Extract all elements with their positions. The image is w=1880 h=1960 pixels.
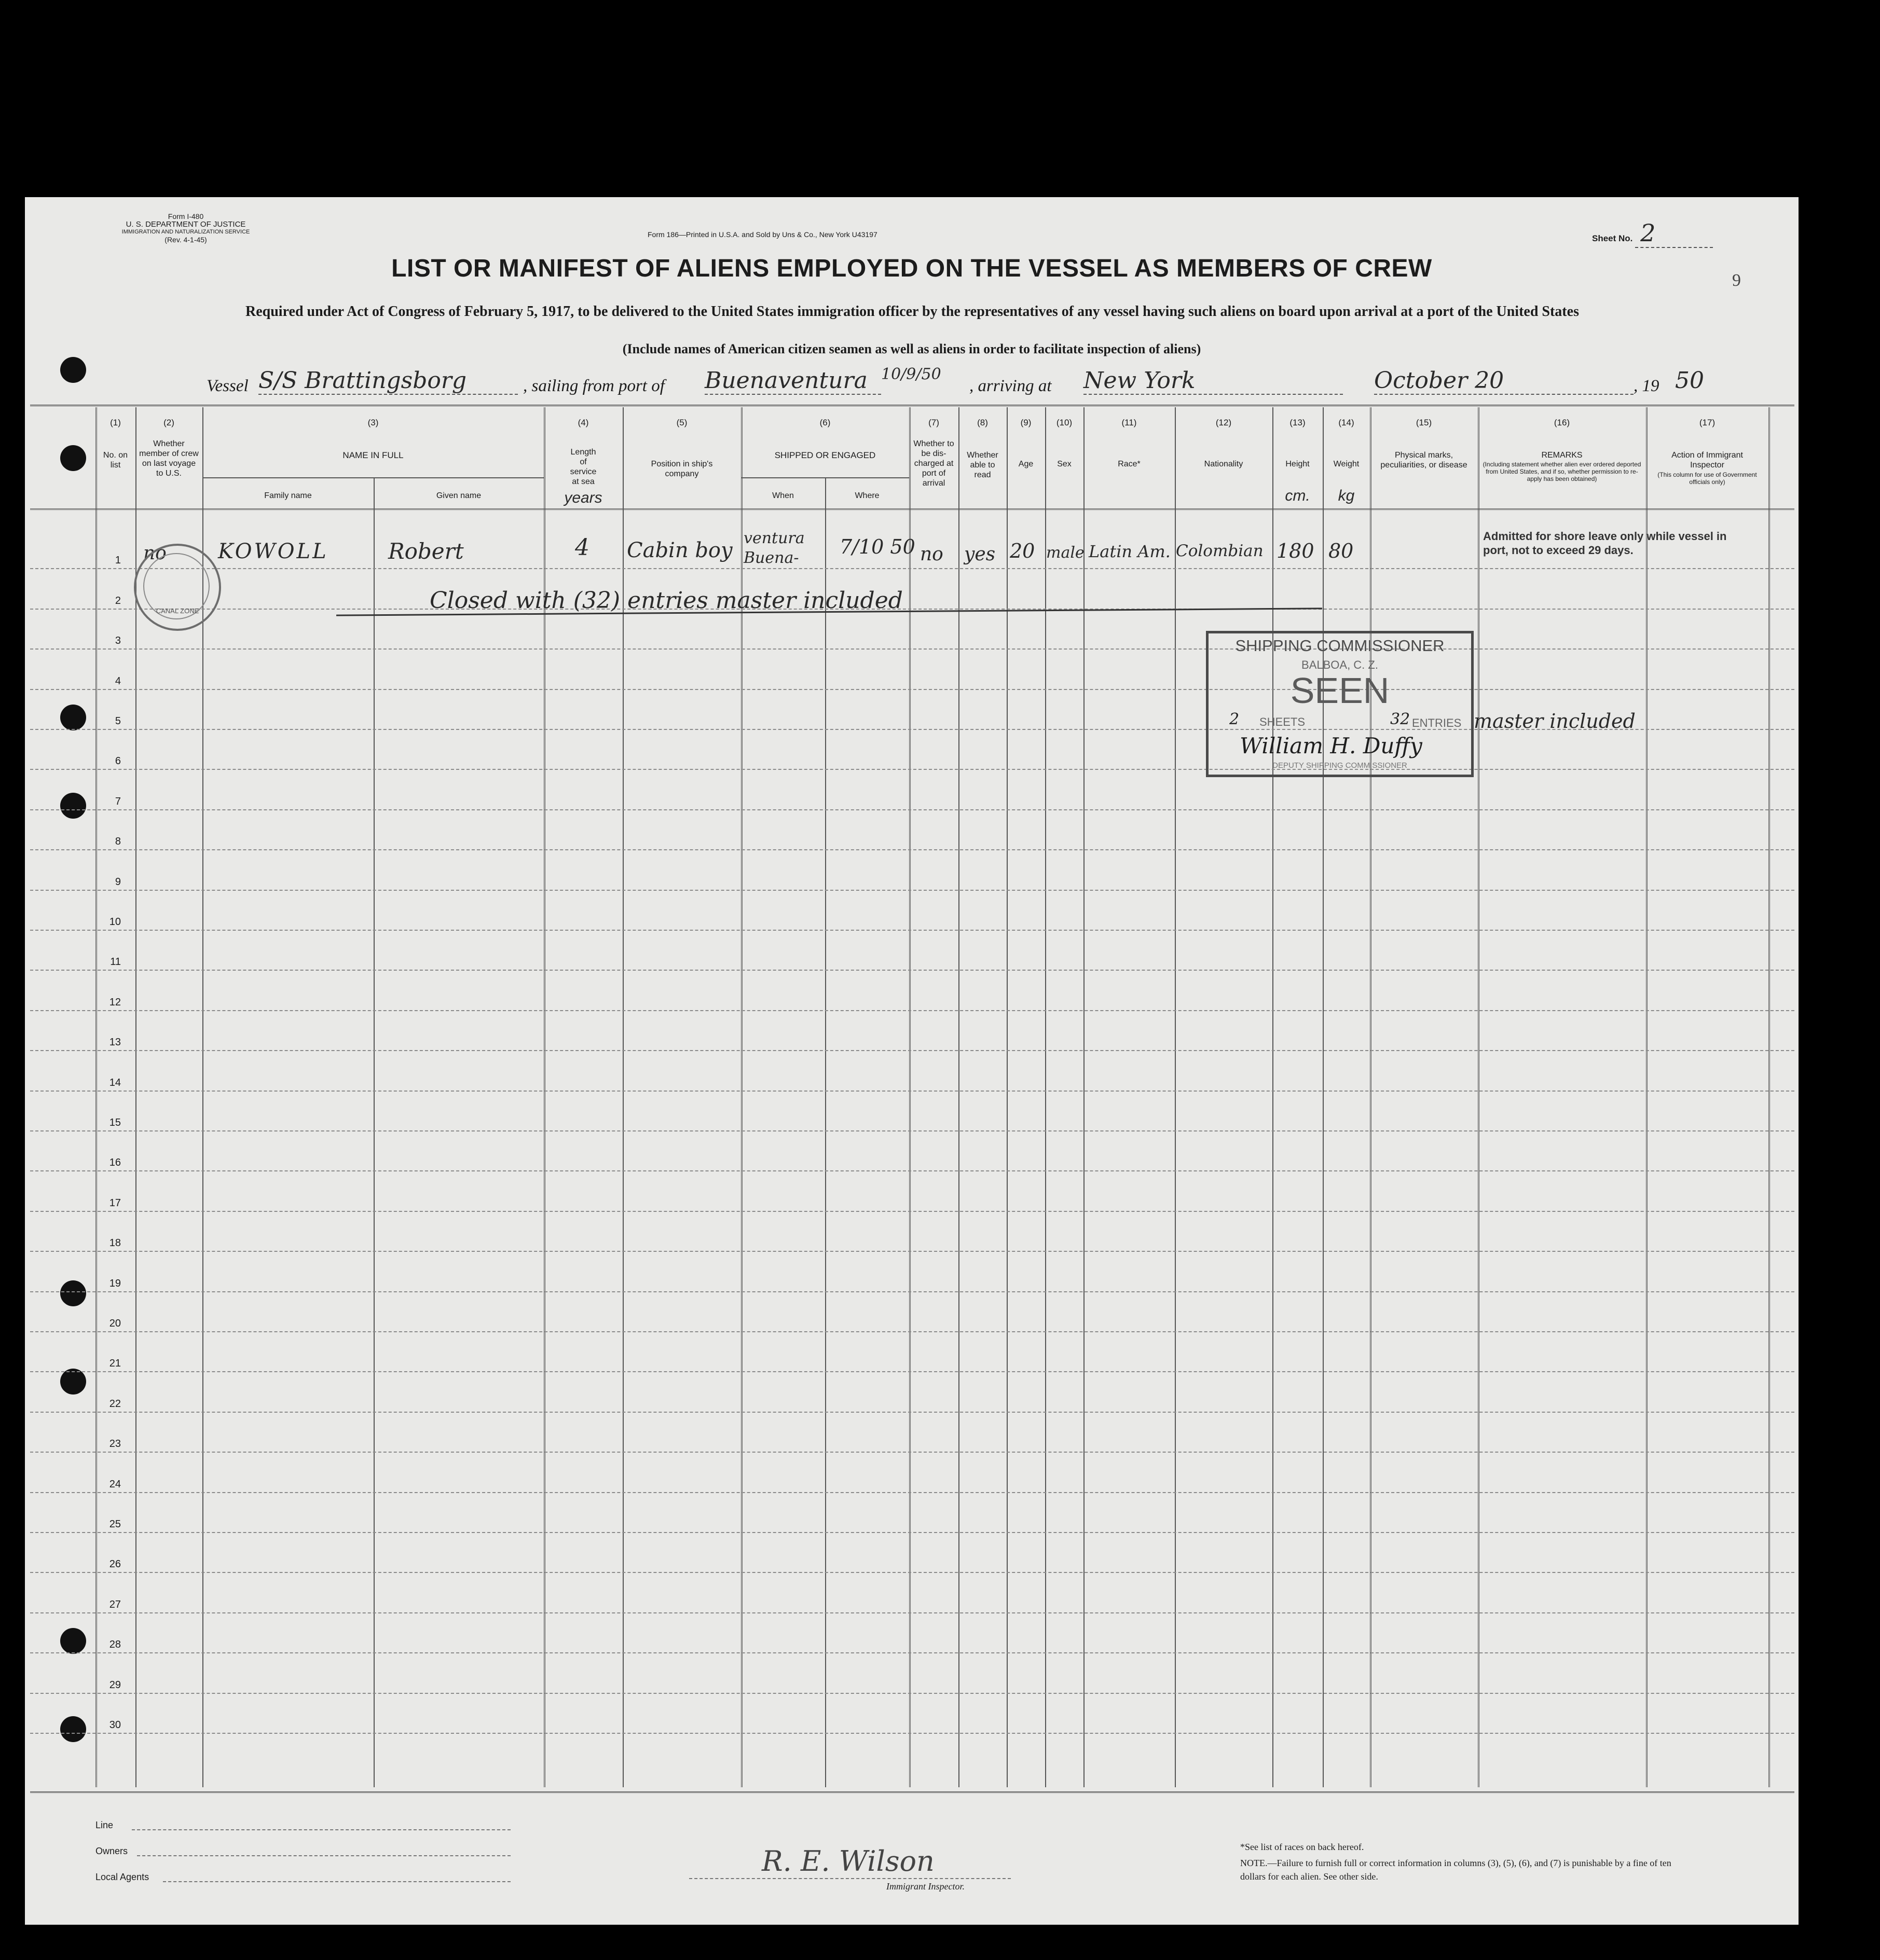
row-line bbox=[30, 890, 1794, 891]
row-number: 22 bbox=[109, 1398, 121, 1410]
row-number: 20 bbox=[109, 1318, 121, 1329]
signature-line bbox=[689, 1878, 1011, 1879]
row-number: 28 bbox=[109, 1639, 121, 1651]
row-line bbox=[30, 1130, 1794, 1131]
col-num-1: (1) bbox=[110, 418, 121, 427]
entry-given-name: Robert bbox=[388, 539, 464, 564]
col-label-weight: Weight bbox=[1333, 460, 1360, 468]
row-number: 2 bbox=[115, 595, 121, 606]
row-line bbox=[30, 1452, 1794, 1453]
row-line bbox=[30, 1532, 1794, 1533]
entry-age: 20 bbox=[1010, 540, 1035, 562]
col-label-nationality: Nationality bbox=[1204, 460, 1243, 468]
row-line bbox=[30, 1211, 1794, 1212]
col-label-when: When bbox=[772, 491, 794, 500]
vessel-name: S/S Brattingsborg bbox=[258, 367, 518, 395]
stamp-seen: SEEN bbox=[1290, 670, 1390, 711]
row-line bbox=[30, 1170, 1794, 1171]
col-num-16: (16) bbox=[1554, 418, 1570, 427]
row-line bbox=[30, 1492, 1794, 1493]
stamp-signature: William H. Duffy bbox=[1240, 733, 1422, 758]
entry-last-voyage: no bbox=[143, 543, 167, 564]
col-sub-inspector: (This column for use of Government officials only) bbox=[1657, 471, 1757, 486]
col-num-4: (4) bbox=[578, 418, 589, 427]
col-num-13: (13) bbox=[1289, 418, 1306, 427]
footer-line-label: Line bbox=[95, 1820, 114, 1830]
closing-note: Closed with (32) entries master included bbox=[430, 587, 903, 614]
row-line bbox=[30, 1010, 1794, 1011]
row-line bbox=[30, 930, 1794, 931]
subtitle: Required under Act of Congress of February 5, 1917, to be delivered to the United States immigration officer by the representatives of any vessel having such aliens on board upon arrival at a port of the United States bbox=[245, 303, 1579, 320]
col-num-14: (14) bbox=[1338, 418, 1354, 427]
row-line bbox=[30, 1733, 1794, 1734]
entry-when: 7/10 50 bbox=[840, 535, 915, 558]
year-prefix: , 19 bbox=[1634, 377, 1659, 395]
entry-service: 4 bbox=[575, 534, 589, 561]
row-number: 12 bbox=[109, 996, 121, 1008]
col-num-7: (7) bbox=[928, 418, 939, 427]
stamp-sheets: 2 bbox=[1229, 710, 1240, 728]
row-line bbox=[30, 689, 1794, 690]
entry-read: yes bbox=[964, 544, 996, 565]
col-num-11: (11) bbox=[1121, 418, 1137, 427]
fine-note: NOTE.—Failure to furnish full or correct information in columns (3), (5), (6), and (7) is punishable by a fine of ten dollars for each alien. See other side. bbox=[1240, 1858, 1671, 1882]
row-line bbox=[30, 809, 1794, 810]
col-num-2: (2) bbox=[163, 418, 174, 427]
stamp-title: SHIPPING COMMISSIONER bbox=[1235, 637, 1445, 655]
row-number: 6 bbox=[115, 755, 121, 767]
col-label-age: Age bbox=[1018, 460, 1034, 468]
row-line bbox=[30, 970, 1794, 971]
col-num-6: (6) bbox=[819, 418, 831, 427]
col-num-3: (3) bbox=[367, 418, 379, 427]
row-line bbox=[30, 1612, 1794, 1613]
form-number: Form I-480 bbox=[168, 212, 204, 220]
stamp-entries: 32 bbox=[1390, 710, 1410, 728]
row-number: 13 bbox=[109, 1037, 121, 1048]
col-label-family: Family name bbox=[264, 491, 312, 500]
row-line bbox=[30, 1291, 1794, 1292]
col-label-read: Whether able to read bbox=[967, 451, 998, 479]
col-num-12: (12) bbox=[1215, 418, 1232, 427]
entry-sex: male bbox=[1046, 544, 1085, 562]
col-label-inspector: Action of Immigrant Inspector bbox=[1671, 451, 1743, 470]
entry-remarks: Admitted for shore leave only while vessel in port, not to exceed 29 days. bbox=[1483, 530, 1727, 557]
row-line bbox=[30, 1331, 1794, 1332]
row-line bbox=[30, 769, 1794, 770]
entry-height: 180 bbox=[1277, 540, 1314, 562]
row-line bbox=[30, 1091, 1794, 1092]
row-line bbox=[30, 609, 1794, 610]
entry-position: Cabin boy bbox=[627, 539, 733, 562]
entry-where-line2: Buena- bbox=[744, 549, 799, 567]
col-num-9: (9) bbox=[1020, 418, 1032, 427]
row-number: 10 bbox=[109, 916, 121, 928]
inspector-label: Immigrant Inspector. bbox=[886, 1881, 965, 1892]
row-number: 24 bbox=[109, 1478, 121, 1490]
col-label-last-voyage: Whether member of crew on last voyage to U.S. bbox=[139, 439, 199, 478]
row-number: 29 bbox=[109, 1679, 121, 1691]
departure-date: 10/9/50 bbox=[881, 365, 941, 383]
footer-owners-label: Owners bbox=[95, 1846, 128, 1856]
col-label-service: Length of service at sea bbox=[570, 448, 597, 486]
row-number: 5 bbox=[115, 715, 121, 727]
entry-race: Latin Am. bbox=[1089, 542, 1171, 561]
row-number: 25 bbox=[109, 1519, 121, 1530]
row-number: 11 bbox=[110, 956, 121, 968]
commissioner-stamp bbox=[1206, 631, 1474, 777]
col-label-discharged: Whether to be dis-charged at port of arrival bbox=[913, 439, 954, 488]
departure-port: Buenaventura bbox=[705, 367, 881, 395]
crew-entry-row bbox=[25, 529, 1799, 571]
col-num-17: (17) bbox=[1699, 418, 1716, 427]
arriving-label: , arriving at bbox=[969, 377, 1052, 395]
col-unit-years: years bbox=[564, 489, 602, 506]
row-line bbox=[30, 648, 1794, 650]
row-number: 4 bbox=[115, 675, 121, 687]
row-number: 15 bbox=[109, 1117, 121, 1128]
row-number: 3 bbox=[115, 635, 121, 647]
row-number: 27 bbox=[109, 1598, 121, 1610]
crew-table bbox=[30, 405, 1794, 1793]
col-label-shipped: SHIPPED OR ENGAGED bbox=[774, 450, 876, 460]
sheet-number: 2 bbox=[1635, 219, 1713, 248]
row-number: 19 bbox=[109, 1277, 121, 1289]
stamp-place: BALBOA, C. Z. bbox=[1301, 658, 1378, 671]
row-line bbox=[30, 849, 1794, 850]
col-label-physical: Physical marks, peculiarities, or disease bbox=[1380, 451, 1467, 470]
vessel-label: Vessel bbox=[207, 377, 249, 395]
arrival-year: 50 bbox=[1675, 367, 1704, 394]
row-line bbox=[30, 1251, 1794, 1252]
col-label-where: Where bbox=[855, 491, 880, 500]
row-number: 17 bbox=[109, 1197, 121, 1209]
department: U. S. DEPARTMENT OF JUSTICE bbox=[126, 220, 246, 229]
row-number: 16 bbox=[109, 1157, 121, 1169]
entry-where-line1: ventura bbox=[744, 529, 805, 547]
page-title: LIST OR MANIFEST OF ALIENS EMPLOYED ON THE VESSEL AS MEMBERS OF CREW bbox=[391, 255, 1432, 282]
row-number: 30 bbox=[109, 1719, 121, 1731]
manifest-sheet bbox=[25, 197, 1799, 1925]
entry-weight: 80 bbox=[1328, 540, 1354, 562]
row-line bbox=[30, 1572, 1794, 1573]
arrival-date: October 20 bbox=[1374, 367, 1634, 395]
printer-line: Form 186—Printed in U.S.A. and Sold by Uns & Co., New York U43197 bbox=[648, 230, 877, 239]
col-unit-cm: cm. bbox=[1285, 487, 1310, 504]
revision: (Rev. 4-1-45) bbox=[164, 236, 207, 244]
row-number: 1 bbox=[115, 555, 121, 567]
entry-nationality: Colombian bbox=[1176, 542, 1264, 560]
col-label-race: Race* bbox=[1118, 460, 1141, 468]
row-line bbox=[30, 1412, 1794, 1413]
row-number: 7 bbox=[115, 795, 121, 807]
punch-hole bbox=[60, 357, 86, 383]
row-line bbox=[30, 1652, 1794, 1653]
stamp-entries-label: ENTRIES bbox=[1412, 716, 1462, 729]
entry-family-name: KOWOLL bbox=[218, 540, 328, 563]
row-number: 14 bbox=[109, 1076, 121, 1088]
row-number: 21 bbox=[109, 1358, 121, 1370]
col-num-8: (8) bbox=[977, 418, 988, 427]
stamp-sheets-label: SHEETS bbox=[1259, 715, 1306, 728]
official-seal bbox=[134, 544, 221, 631]
service-name: IMMIGRATION AND NATURALIZATION SERVICE bbox=[121, 229, 250, 235]
col-label-given: Given name bbox=[436, 491, 482, 500]
entry-discharged: no bbox=[920, 544, 943, 565]
instruction-note: (Include names of American citizen seamen as well as aliens in order to facilitate inspection of aliens) bbox=[622, 341, 1201, 356]
stamp-extra-note: master included bbox=[1474, 710, 1636, 733]
races-note: *See list of races on back hereof. bbox=[1240, 1842, 1364, 1852]
col-label-no: No. on list bbox=[103, 451, 128, 470]
inspector-signature: R. E. Wilson bbox=[762, 1845, 935, 1878]
row-number: 8 bbox=[115, 836, 121, 848]
row-number: 23 bbox=[109, 1438, 121, 1450]
col-label-name: NAME IN FULL bbox=[342, 450, 404, 460]
col-sub-remarks: (Including statement whether alien ever ordered deported from United States, and if so, whether permission to re-apply has been obtained) bbox=[1483, 461, 1641, 482]
row-line bbox=[30, 1693, 1794, 1694]
col-num-15: (15) bbox=[1416, 418, 1432, 427]
row-line bbox=[30, 1371, 1794, 1372]
arrival-port: New York bbox=[1083, 367, 1343, 395]
col-num-5: (5) bbox=[676, 418, 688, 427]
row-line bbox=[30, 1050, 1794, 1051]
page-mark: 9 bbox=[1732, 271, 1741, 290]
col-unit-kg: kg bbox=[1338, 487, 1355, 504]
row-number: 9 bbox=[115, 876, 121, 888]
sailing-label: , sailing from port of bbox=[523, 377, 665, 395]
footer-agents-label: Local Agents bbox=[95, 1872, 149, 1882]
row-number: 26 bbox=[109, 1558, 121, 1570]
col-label-position: Position in ship's company bbox=[651, 460, 713, 478]
stamp-officer: DEPUTY SHIPPING COMMISSIONER bbox=[1272, 761, 1407, 770]
seal-text: CANAL ZONE bbox=[156, 607, 199, 615]
col-num-10: (10) bbox=[1056, 418, 1073, 427]
col-label-remarks: REMARKS bbox=[1541, 451, 1583, 460]
col-label-sex: Sex bbox=[1057, 460, 1072, 468]
row-number: 18 bbox=[109, 1237, 121, 1249]
col-label-height: Height bbox=[1285, 460, 1310, 468]
sheet-label: Sheet No. bbox=[1592, 233, 1633, 243]
